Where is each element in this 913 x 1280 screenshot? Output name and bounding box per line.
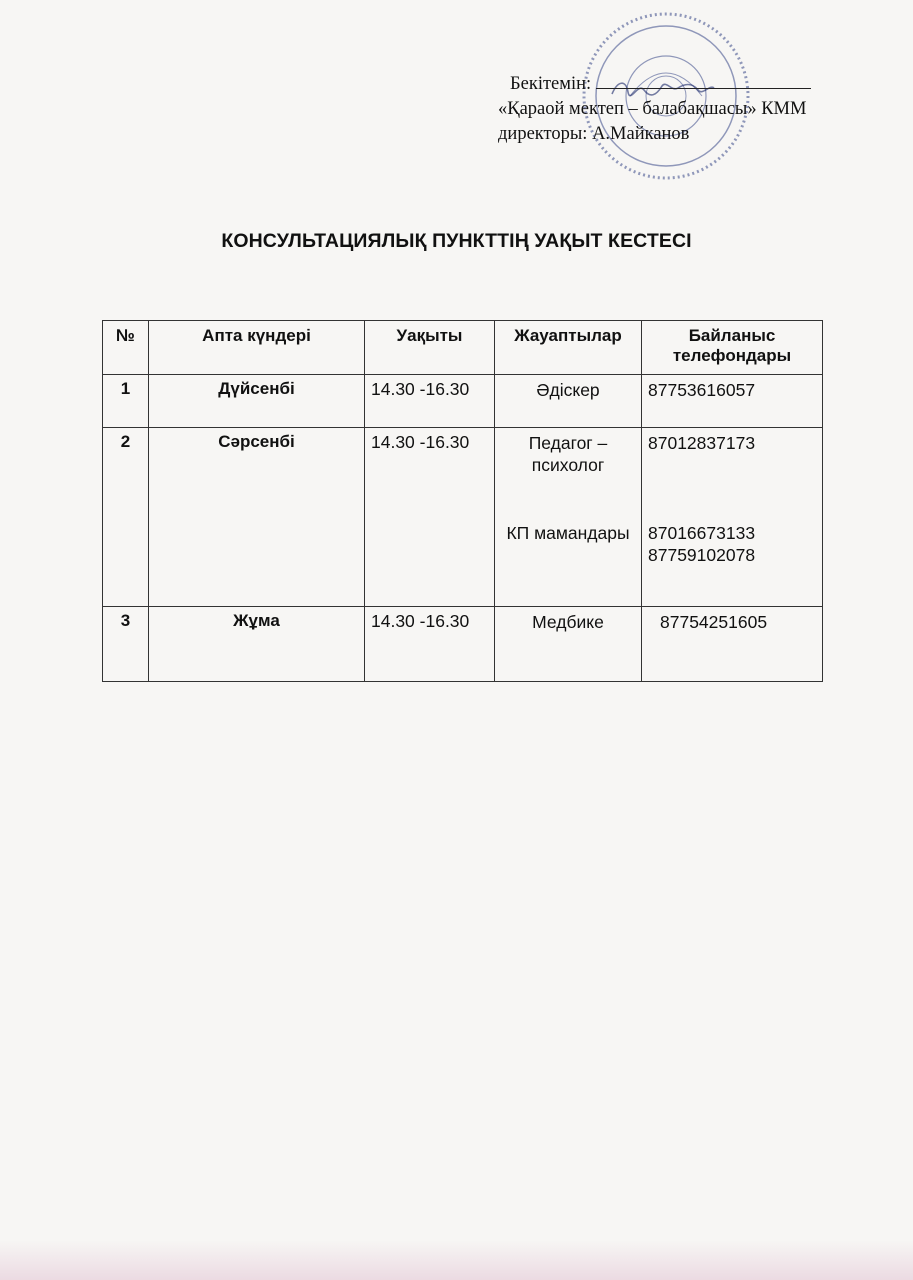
row-responsible-secondary: КП мамандары [506, 523, 630, 543]
row-phone: 87753616057 [642, 375, 823, 428]
row-phone-tertiary: 87759102078 [648, 545, 756, 565]
row-day: Жұма [149, 607, 365, 682]
row-responsible: Медбике [495, 607, 642, 682]
row-number: 3 [103, 607, 149, 682]
header-time: Уақыты [365, 321, 495, 375]
row-day: Сәрсенбі [149, 428, 365, 607]
row-responsible: Әдіскер [495, 375, 642, 428]
table-row [103, 607, 823, 682]
row-phone: 87754251605 [642, 607, 823, 682]
document-title: КОНСУЛЬТАЦИЯЛЫҚ ПУНКТТІҢ УАҚЫТ КЕСТЕСІ [221, 230, 692, 252]
approval-label: Бекітемін: [510, 74, 592, 94]
row-phone-cell [642, 428, 823, 607]
approval-line-1 [498, 72, 898, 97]
header-weekdays: Апта күндері [149, 321, 365, 375]
signature-line [596, 72, 811, 89]
row-responsible: Педагог – психолог [528, 433, 608, 475]
row-responsible-cell [495, 428, 642, 607]
row-phone: 87012837173 [648, 433, 756, 453]
header-number: № [103, 321, 149, 375]
table-row [103, 375, 823, 428]
row-time: 14.30 -16.30 [365, 428, 495, 607]
approval-line-2: «Қараой мектеп – балабақшасы» КММ [498, 99, 807, 119]
approval-block [498, 72, 898, 147]
director-label: директоры: [498, 124, 588, 144]
header-responsible: Жауаптылар [495, 321, 642, 375]
director-name: А.Майканов [592, 124, 690, 144]
row-number: 1 [103, 375, 149, 428]
header-phones: Байланыс телефондары [642, 321, 823, 375]
table-row [103, 428, 823, 607]
table-header-row [103, 321, 823, 375]
row-number: 2 [103, 428, 149, 607]
row-phone-secondary: 87016673133 [648, 523, 756, 543]
row-day: Дүйсенбі [149, 375, 365, 428]
paper-shade [0, 1240, 913, 1280]
schedule-table [102, 320, 823, 682]
row-time: 14.30 -16.30 [365, 607, 495, 682]
approval-line-3 [498, 122, 898, 147]
row-time: 14.30 -16.30 [365, 375, 495, 428]
